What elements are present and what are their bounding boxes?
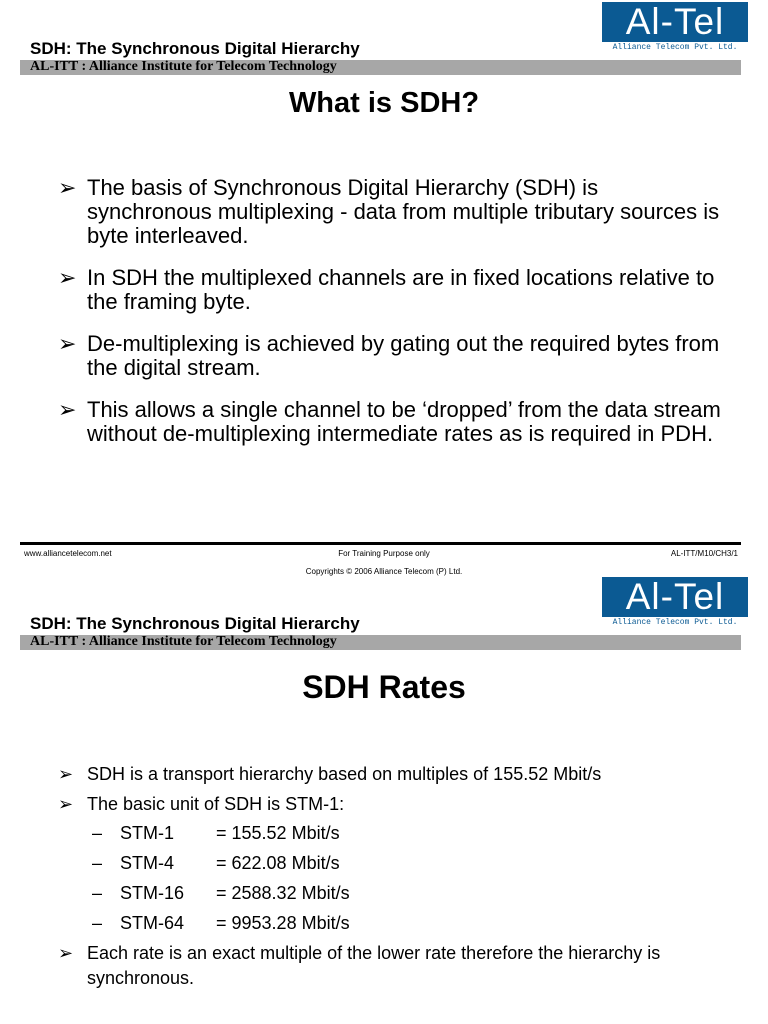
bullet-item xyxy=(58,398,728,446)
rate-value: = 2588.32 Mbit/s xyxy=(216,883,350,903)
logo-subtitle: Alliance Telecom Pvt. Ltd. xyxy=(612,618,738,627)
bullet-text: The basis of Synchronous Digital Hierarchy (SDH) is synchronous multiplexing - data from multiple tributary sources is byte interleaved. xyxy=(87,175,720,248)
arrow-bullet-icon: ➢ xyxy=(58,175,77,200)
logo-text: Al-Tel xyxy=(602,577,748,617)
arrow-bullet-icon: ➢ xyxy=(58,397,77,422)
slide-sdh-rates xyxy=(0,566,768,1024)
arrow-bullet-icon: ➢ xyxy=(58,764,74,784)
header-bar xyxy=(20,60,741,75)
bullet-list xyxy=(58,762,738,996)
bullet-text: De-multiplexing is achieved by gating out the required bytes from the digital stream. xyxy=(87,331,720,380)
footer-website: www.alliancetelecom.net xyxy=(24,549,112,558)
rate-value: = 622.08 Mbit/s xyxy=(216,853,340,873)
header-bar-text: AL-ITT : Alliance Institute for Telecom Technology xyxy=(30,634,337,649)
bullet-text: This allows a single channel to be ‘dropped’ from the data stream without de-multiplexing intermediate rates as is required in PDH. xyxy=(87,397,721,446)
arrow-bullet-icon: ➢ xyxy=(58,331,77,356)
rate-list xyxy=(92,821,738,936)
company-logo xyxy=(602,577,748,627)
footer-purpose: For Training Purpose only xyxy=(338,549,430,558)
copyright-text: Copyrights © 2006 Alliance Telecom (P) Ltd. xyxy=(305,567,463,576)
rate-item xyxy=(92,851,738,876)
rate-value: = 9953.28 Mbit/s xyxy=(216,913,350,933)
bullet-item xyxy=(58,792,738,936)
rate-item xyxy=(92,881,738,906)
bullet-text: The basic unit of SDH is STM-1: xyxy=(87,794,345,814)
dash-icon: – xyxy=(92,883,103,903)
arrow-bullet-icon: ➢ xyxy=(58,943,74,963)
arrow-bullet-icon: ➢ xyxy=(58,265,77,290)
bullet-list xyxy=(58,176,728,464)
rate-label: STM-64 xyxy=(120,913,185,933)
rate-label: STM-1 xyxy=(120,823,174,843)
bullet-item xyxy=(58,762,738,787)
company-logo xyxy=(602,2,748,52)
rate-label: STM-16 xyxy=(120,883,185,903)
bullet-item xyxy=(58,176,728,248)
rate-label: STM-4 xyxy=(120,853,174,873)
header-bar-text: AL-ITT : Alliance Institute for Telecom Technology xyxy=(30,59,337,74)
footer-rule xyxy=(20,542,741,545)
rate-value: = 155.52 Mbit/s xyxy=(216,823,340,843)
logo-subtitle: Alliance Telecom Pvt. Ltd. xyxy=(612,43,738,52)
arrow-bullet-icon: ➢ xyxy=(58,794,74,814)
bullet-text: Each rate is an exact multiple of the lower rate therefore the hierarchy is synchronous. xyxy=(87,943,661,988)
header-bar xyxy=(20,635,741,650)
slide-title: What is SDH? xyxy=(288,87,480,119)
rate-item xyxy=(92,821,738,846)
bullet-text: In SDH the multiplexed channels are in fixed locations relative to the framing byte. xyxy=(87,265,715,314)
bullet-item xyxy=(58,941,738,991)
logo-text: Al-Tel xyxy=(602,2,748,42)
footer xyxy=(0,549,768,563)
dash-icon: – xyxy=(92,853,103,873)
rate-item xyxy=(92,911,738,936)
header-title: SDH: The Synchronous Digital Hierarchy xyxy=(30,39,360,58)
dash-icon: – xyxy=(92,823,103,843)
footer-code: AL-ITT/M10/CH3/1 xyxy=(670,549,738,558)
header-title: SDH: The Synchronous Digital Hierarchy xyxy=(30,614,360,633)
bullet-text: SDH is a transport hierarchy based on multiples of 155.52 Mbit/s xyxy=(87,764,602,784)
bullet-item xyxy=(58,266,728,314)
bullet-item xyxy=(58,332,728,380)
slide-title: SDH Rates xyxy=(302,669,466,705)
dash-icon: – xyxy=(92,913,103,933)
